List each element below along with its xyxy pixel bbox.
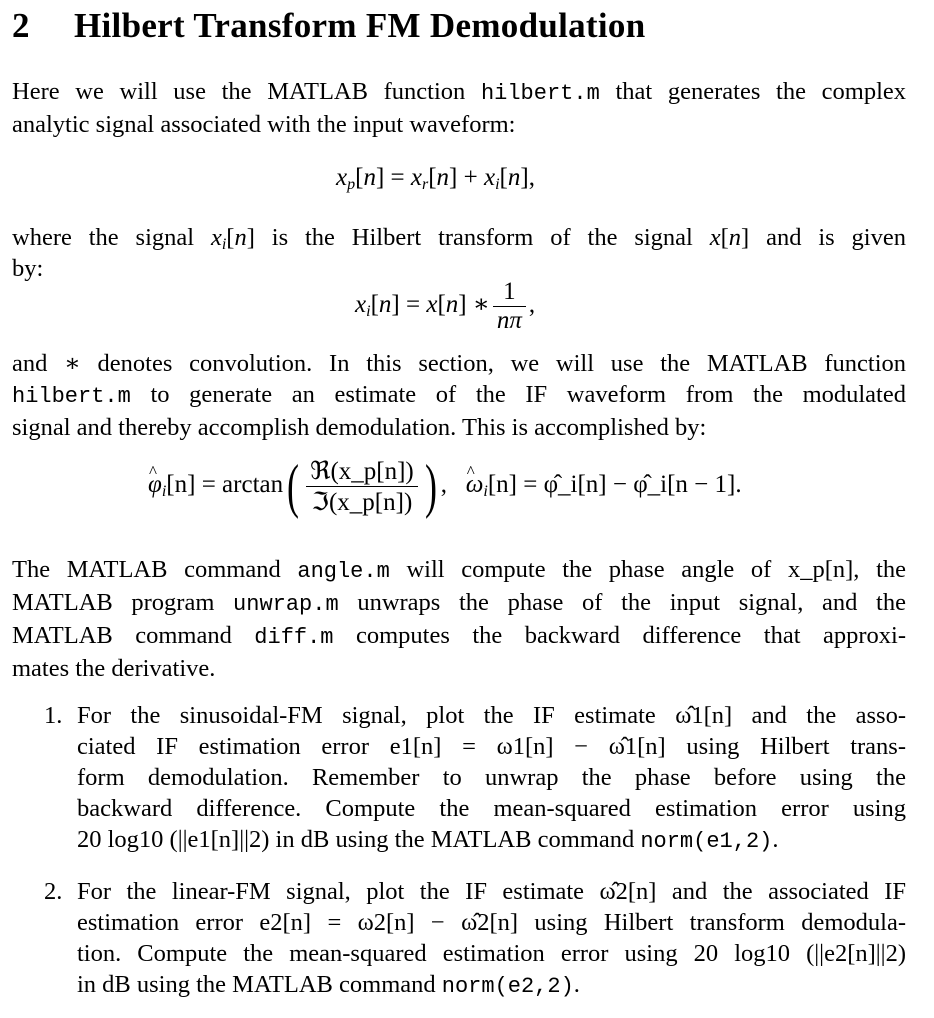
text-line: For the sinusoidal-FM signal, plot the IF estimate ω̂1[n] and the asso- [77, 702, 906, 729]
equation-hilbert-kernel: $x_i[n] = x[n]$ ∗ $\frac{1}{n\pi}$ , [355, 278, 536, 334]
intro-paragraph [12, 76, 906, 140]
text: [n] = φ̂_i[n] − φ̂_i[n − 1]. [487, 471, 742, 499]
text: computes the backward difference that approxi- [333, 622, 906, 649]
matlab-commands-paragraph [12, 554, 906, 684]
method-paragraph [12, 348, 906, 443]
text: . [772, 826, 779, 853]
fraction-numerator: ℜ(x_p[n]) [310, 458, 414, 485]
text-line: tion. Compute the mean-squared estimation error using 20 log10 (||e2[n]||2) [77, 940, 906, 967]
text-line: and ∗ denotes convolution. In this section, we will use the MATLAB function [12, 350, 906, 377]
equation-phase-estimate: ^ $\varphi_i[n] = \arctan$( $\frac{\text{ℜ(x\_p[n])}}{\text{ℑ(x\_p[n])}}$ ) , ^ $\omega_i[n]$ = φ̂_i[n] − φ̂_i[n − 1]. [148, 452, 742, 521]
section-number: 2 [12, 6, 30, 45]
text: . [573, 971, 580, 998]
text: unwraps the phase of the input signal, and the [338, 589, 906, 616]
text: 20 log10 (||e1[n]||2) in dB using the MATLAB command [77, 826, 641, 853]
text: in dB using the MATLAB command [77, 971, 442, 998]
list-marker: 2. [44, 878, 63, 905]
code-diff: diff.m [254, 625, 334, 650]
text: to generate an estimate of the IF waveform from the modulated [130, 381, 906, 408]
section-title: Hilbert Transform FM Demodulation [74, 6, 646, 45]
code-angle: angle.m [297, 559, 390, 584]
text: , [528, 291, 536, 319]
text: MATLAB command [12, 622, 255, 649]
fraction-denominator: nπ [493, 306, 526, 335]
code-unwrap: unwrap.m [233, 592, 339, 617]
text-line: backward difference. Compute the mean-squared estimation error using [77, 795, 906, 822]
text-line: mates the derivative. [12, 655, 216, 682]
list-marker: 1. [44, 702, 63, 729]
fraction-numerator: 1 [503, 278, 516, 305]
text: [n] = arctan [166, 471, 284, 499]
fraction-denominator: ℑ(x_p[n]) [306, 486, 418, 517]
hilbert-definition-paragraph: where the signal $x_i[n]$ is the Hilbert transform of the signal x[n] and is given by: [12, 224, 906, 282]
text-line: estimation error e2[n] = ω2[n] − ω̂2[n] using Hilbert transform demodula- [77, 909, 906, 936]
text: MATLAB program [12, 589, 234, 616]
code-hilbert: hilbert.m [12, 384, 131, 409]
text-line: ciated IF estimation error e1[n] = ω1[n] − ω̂1[n] using Hilbert trans- [77, 733, 906, 760]
text-line: For the linear-FM signal, plot the IF estimate ω̂2[n] and the associated IF [77, 878, 906, 905]
text: The MATLAB command [12, 556, 298, 583]
text: Here we will use the MATLAB function [12, 78, 481, 105]
text-line: analytic signal associated with the input waveform: [12, 111, 516, 138]
text-line: form demodulation. Remember to unwrap the phase before using the [77, 764, 906, 791]
text: will compute the phase angle of x_p[n], the [389, 556, 906, 583]
text-line: signal and thereby accomplish demodulation. This is accomplished by: [12, 414, 707, 441]
section-heading [12, 6, 645, 46]
equation-analytic-signal: $x_p[n] = x_r[n] + x_i[n]$, [336, 164, 535, 193]
code-norm: norm(e2,2) [441, 974, 574, 999]
text: that generates the complex [599, 78, 906, 105]
code-hilbert: hilbert.m [480, 81, 600, 106]
code-norm: norm(e1,2) [640, 829, 773, 854]
